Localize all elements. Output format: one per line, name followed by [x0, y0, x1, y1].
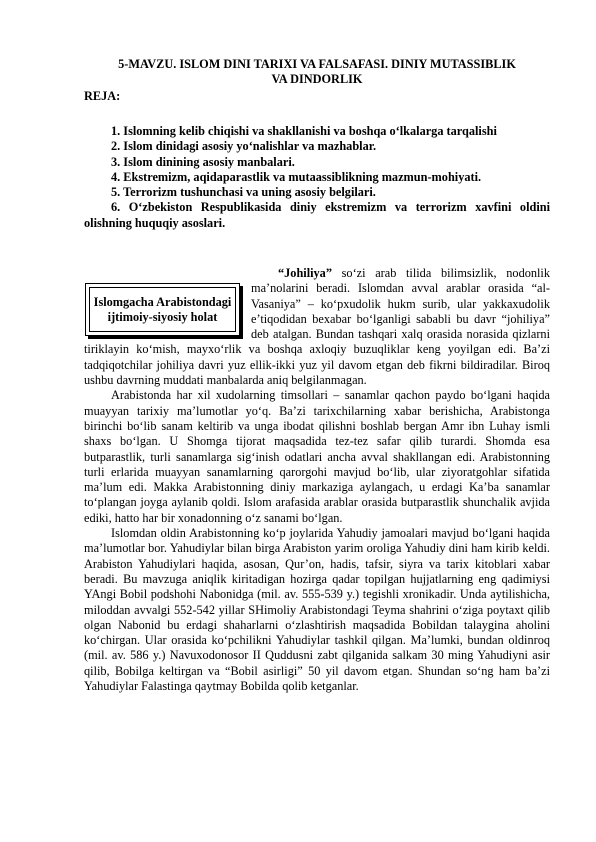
plan-item-6: 6. O‘zbekiston Respublikasida diniy ekstremizm va terrorizm xavfini oldini olishning huquqiy asoslari. — [84, 200, 550, 230]
lesson-title-line-1: 5-MAVZU. ISLOM DINI TARIXI VA FALSAFASI. DINIY MUTASSIBLIK — [118, 57, 516, 71]
plan-item-1: 1. Islomning kelib chiqishi va shakllanishi va boshqa o‘lkalarga tarqalishi — [111, 124, 497, 138]
plan-item-4: 4. Ekstremizm, aqidaparastlik va mutaassiblikning mazmun-mohiyati. — [111, 169, 482, 184]
section-sidebox-title: Islomgacha Arabistondagi ijtimoiy-siyosiy holat — [89, 287, 236, 332]
sidebox-spacer — [84, 266, 251, 333]
body-text — [84, 266, 550, 694]
paragraph-2: Arabistonda har xil xudolarning timsollari – sanamlar qachon paydo bo‘lgani haqida muayyan tarixiy ma’lumotlar yo‘q. Ba’zi tarixchilarning xabar berishicha, Arabistonga birinchi bo‘lib sanam keltirib va unga ibodat qilishni boshlab bergan Amr ibn Luhay ismli shaxs bo‘lgan. U Shomga tijorat maqsadida tez-tez safar qilib turardi. Shomda esa butparastlik, turli sanamlarga sig‘inish odatlari ancha avval shakllangan edi. Arabistonning turli erlarida muayyan sanamlarning qarorgohi mavjud bo‘lib, ular ziyoratgohlar sifatida ma’lum edi. Makka Arabistonning diniy markaziga aylangach, u erdagi Ka’ba sanamlar to‘plangan joyga aylanib qoldi. Islom arafasida arablar orasida butparastlik shunchalik avjida ediki, hatto har bir xonadonning o‘z sanami bo‘lgan. — [84, 388, 550, 525]
lesson-title-line-2: VA DINDORLIK — [271, 72, 363, 86]
plan-item-3: 3. Islom dinining asosiy manbalari. — [111, 154, 295, 169]
plan-item-5: 5. Terrorizm tushunchasi va uning asosiy belgilari. — [111, 185, 376, 200]
paragraph-1-text: so‘zi arab tilida bilimsizlik, nodonlik ma’nolarini beradi. Islomdan avval arablar orasida “al-Vasaniya” – ko‘pxudolik hukm surib, ular yakkaxudolik e’tiqodidan bexabar bo‘lganligi sababli bu davr “johiliya” deb atalgan. Bundan tashqari xalq orasida norasida qizlarni tiriklayin ko‘mish, mayxo‘rlik va boshqa axloqiy buzuqliklar keng yoyilgan edi. Ba’zi tadqiqotchilar johiliya davri yuz ellik-ikki yuz yil davom etgan deb fikrni bildiradilar. Biroq ushbu davrning muddati manbalarda aniq belgilanmagan. — [84, 266, 550, 388]
lesson-title — [84, 57, 550, 87]
plan-label: REJA: — [84, 89, 121, 103]
paragraph-1-term: “Johiliya” — [278, 266, 332, 280]
paragraph-3: Islomdan oldin Arabistonning ko‘p joylarida Yahudiy jamoalari mavjud bo‘lgani haqida ma’lumotlar bor. Yahudiylar bilan birga Arabiston yarim oroliga Yahudiy dini ham kirib keldi. Arabiston Yahudiylari haqida, asosan, Qur’on, hadis, tafsir, siyra va tarix kitoblari xabar beradi. Bu mavzuga aniqlik kiritadigan hozirga qadar topilgan hujjatlarning eng qadimiysi YAngi Bobil podshohi Nabonidga (mil. av. 555-539 y.) tegishli xronikadir. Unda aytilishicha, miloddan avvalgi 552-542 yillar SHimoliy Arabistondagi Teyma shahrini o‘ziga poytaxt qilib olgan Nabonid bu erdagi shaharlarni o‘zlashtirish maqsadida Bobildan talaygina aholini ko‘chirgan. Ular orasida ko‘pchilikni Yahudiylar tashkil qilgan. Ma’lumki, bundan oldinroq (mil. av. 586 y.) Navuxodonosor II Quddusni zabt qilganida salkam 30 ming Yahudiyni asir qilib, Bobilga keltirgan va “Bobil asirligi” 50 yil davom etgan. Shundan so‘ng ham ba’zi Yahudiylar Falastinga qaytmay Bobilda qolib ketganlar. — [84, 526, 550, 694]
plan-item-2: 2. Islom dinidagi asosiy yo‘nalishlar va mazhablar. — [111, 139, 377, 154]
plan-list — [84, 124, 550, 231]
